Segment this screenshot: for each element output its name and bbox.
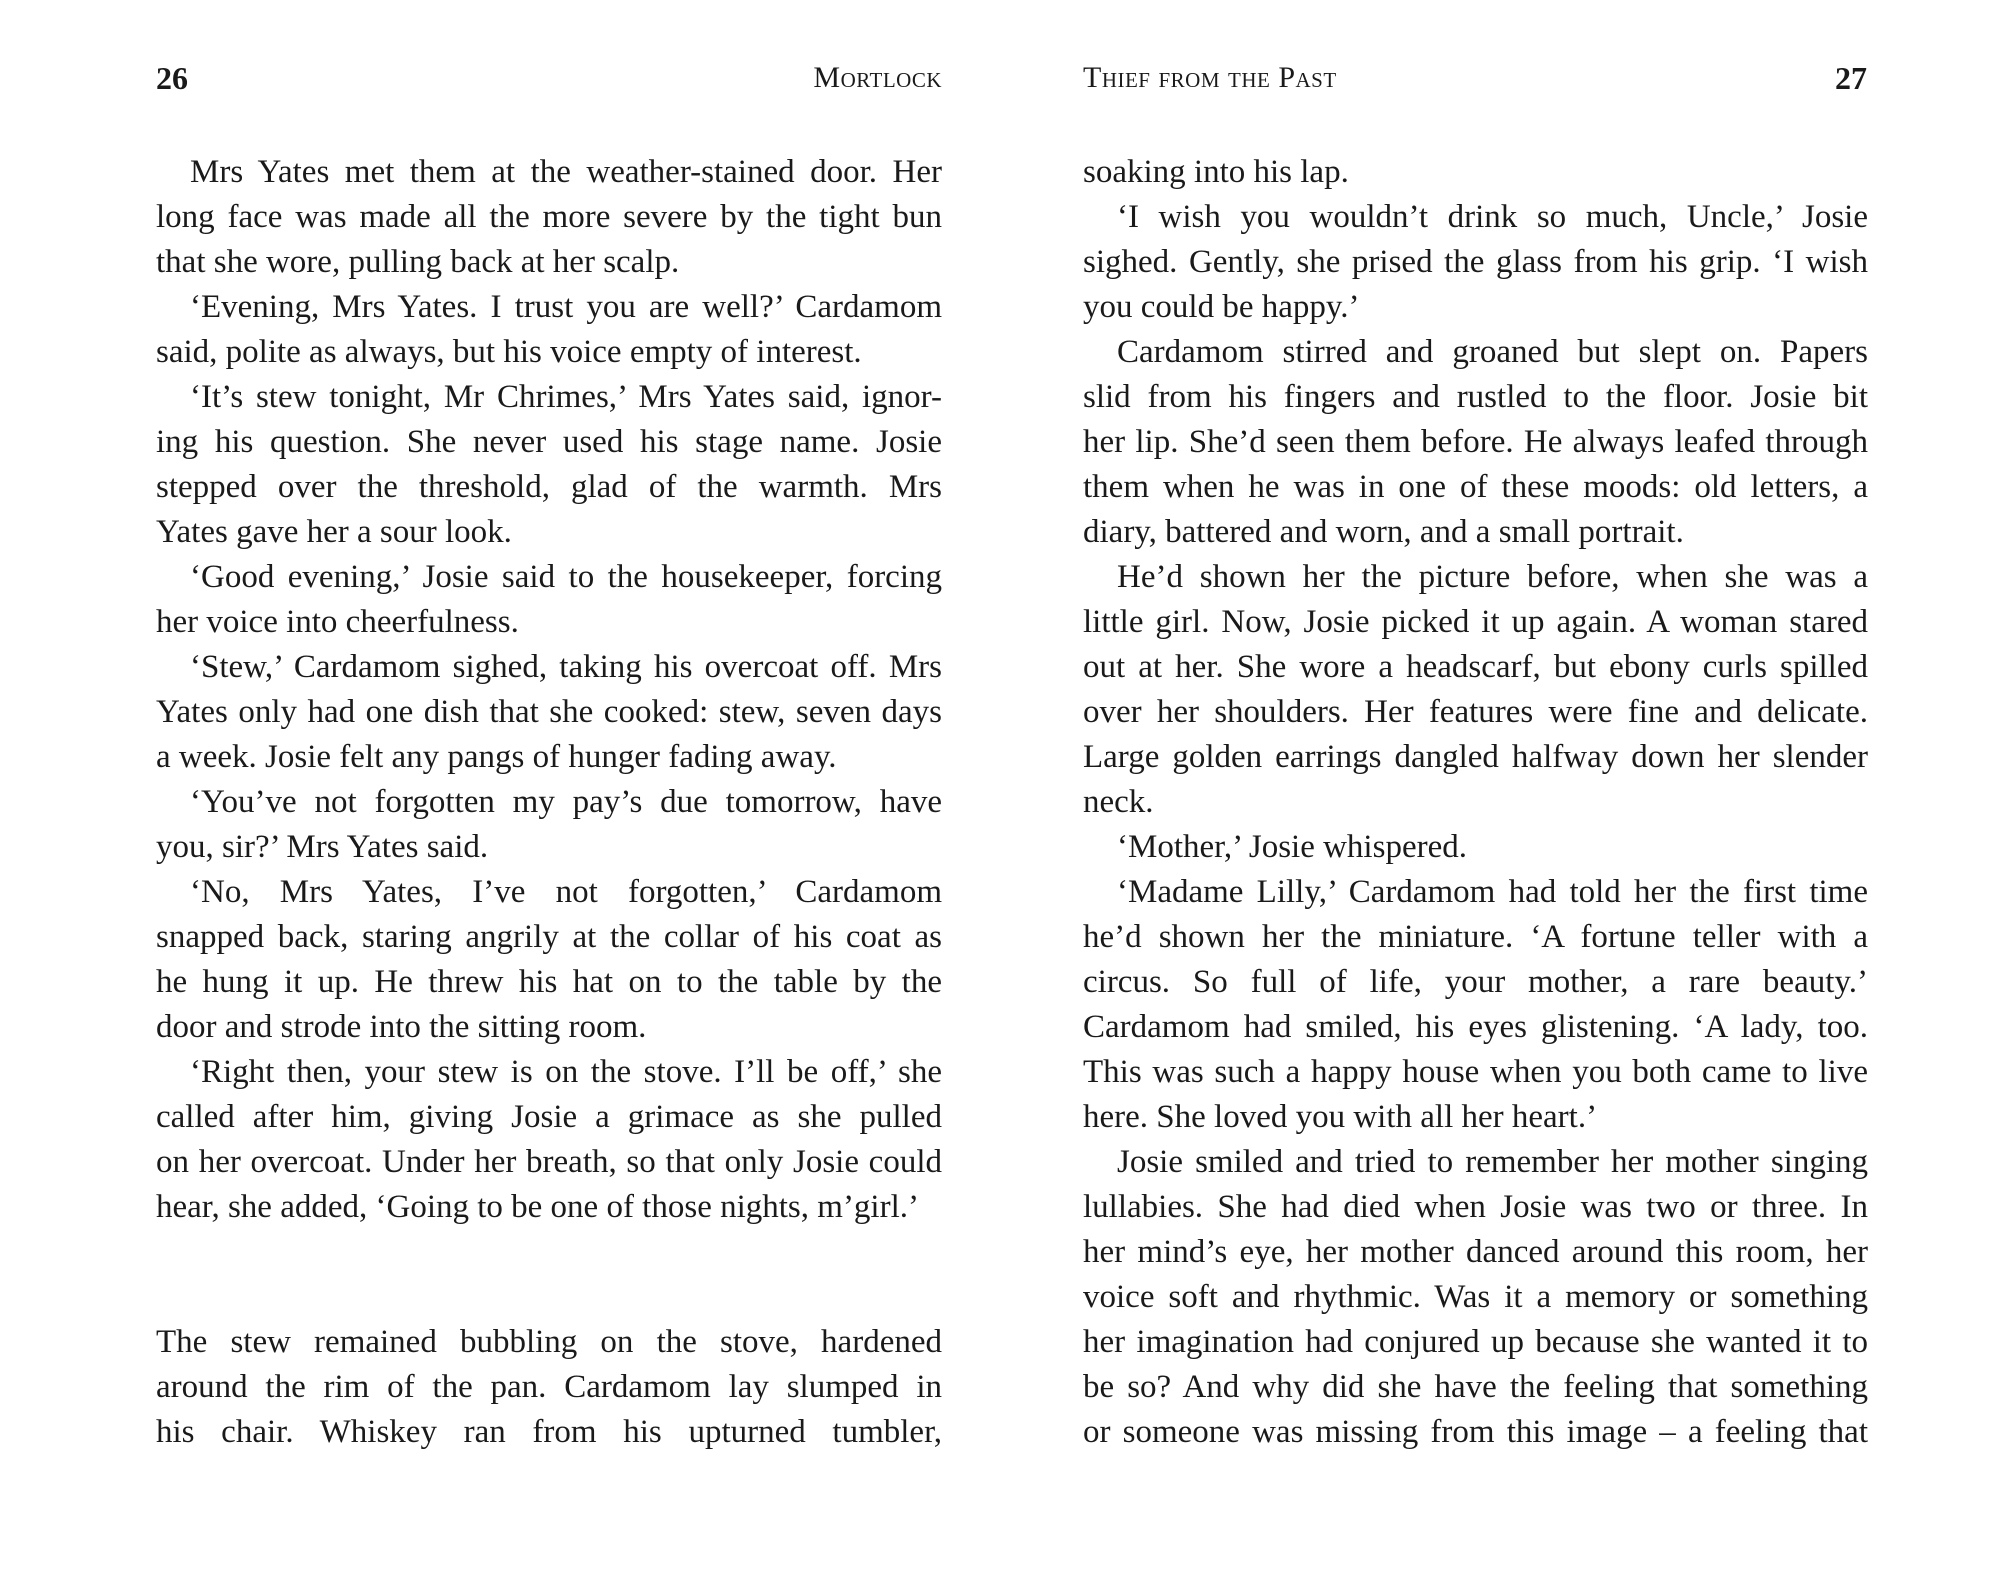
running-head: Thief from the Past bbox=[1083, 61, 1337, 94]
text-line: over her shoulders. Her features were fine and delicate. bbox=[1083, 694, 1868, 730]
text-line: He’d shown her the picture before, when she was a bbox=[1117, 559, 1868, 595]
text-line: her voice into cheerfulness. bbox=[156, 604, 519, 640]
text-line: Josie smiled and tried to remember her mother singing bbox=[1117, 1144, 1868, 1180]
text-line: voice soft and rhythmic. Was it a memory or something bbox=[1083, 1279, 1868, 1315]
text-line: door and strode into the sitting room. bbox=[156, 1009, 647, 1045]
text-line: This was such a happy house when you both came to live bbox=[1083, 1054, 1868, 1090]
text-line: neck. bbox=[1083, 784, 1154, 820]
text-line: ‘Madame Lilly,’ Cardamom had told her the first time bbox=[1117, 874, 1868, 910]
text-line: he hung it up. He threw his hat on to the table by the bbox=[156, 964, 942, 1000]
text-line: slid from his fingers and rustled to the floor. Josie bit bbox=[1083, 379, 1868, 415]
text-line: here. She loved you with all her heart.’ bbox=[1083, 1099, 1598, 1135]
text-line: her mind’s eye, her mother danced around this room, her bbox=[1083, 1234, 1868, 1270]
text-line: ‘You’ve not forgotten my pay’s due tomorrow, have bbox=[190, 784, 942, 820]
text-line: ‘Right then, your stew is on the stove. I’ll be off,’ she bbox=[190, 1054, 942, 1090]
text-line: ‘No, Mrs Yates, I’ve not forgotten,’ Cardamom bbox=[190, 874, 942, 910]
text-line: The stew remained bubbling on the stove, hardened bbox=[156, 1324, 942, 1360]
text-line: Mrs Yates met them at the weather-stained door. Her bbox=[190, 154, 942, 190]
section-break bbox=[156, 1230, 942, 1320]
text-line: you, sir?’ Mrs Yates said. bbox=[156, 829, 489, 865]
text-line: circus. So full of life, your mother, a rare beauty.’ bbox=[1083, 964, 1868, 1000]
body-text bbox=[1083, 150, 1868, 1455]
text-line: his chair. Whiskey ran from his upturned tumbler, bbox=[156, 1414, 942, 1450]
text-line: ‘It’s stew tonight, Mr Chrimes,’ Mrs Yates said, ignor- bbox=[190, 379, 942, 415]
text-line: Yates gave her a sour look. bbox=[156, 514, 512, 550]
text-line: soaking into his lap. bbox=[1083, 154, 1349, 190]
text-line: ‘Mother,’ Josie whispered. bbox=[1117, 829, 1467, 865]
text-line: Cardamom had smiled, his eyes glistening. ‘A lady, too. bbox=[1083, 1009, 1868, 1045]
text-line: called after him, giving Josie a grimace as she pulled bbox=[156, 1099, 942, 1135]
text-line: lullabies. She had died when Josie was two or three. In bbox=[1083, 1189, 1868, 1225]
text-line: ‘Good evening,’ Josie said to the housekeeper, forcing bbox=[190, 559, 942, 595]
text-line: little girl. Now, Josie picked it up again. A woman stared bbox=[1083, 604, 1868, 640]
right-page bbox=[1000, 0, 2000, 1576]
text-line: ‘I wish you wouldn’t drink so much, Uncle,’ Josie bbox=[1117, 199, 1868, 235]
text-line: you could be happy.’ bbox=[1083, 289, 1360, 325]
text-line: ‘Stew,’ Cardamom sighed, taking his overcoat off. Mrs bbox=[190, 649, 942, 685]
text-line: snapped back, staring angrily at the collar of his coat as bbox=[156, 919, 942, 955]
text-line: or someone was missing from this image – a feeling that bbox=[1083, 1414, 1868, 1450]
text-line: ‘Evening, Mrs Yates. I trust you are well?’ Cardamom bbox=[190, 289, 942, 325]
text-line: Yates only had one dish that she cooked: stew, seven days bbox=[156, 694, 942, 730]
text-line: stepped over the threshold, glad of the warmth. Mrs bbox=[156, 469, 942, 505]
page-number: 27 bbox=[1835, 60, 1867, 96]
text-line: Large golden earrings dangled halfway down her slender bbox=[1083, 739, 1868, 775]
running-head: Mortlock bbox=[813, 61, 942, 94]
text-line: on her overcoat. Under her breath, so that only Josie could bbox=[156, 1144, 942, 1180]
page-number: 26 bbox=[156, 60, 188, 96]
text-line: said, polite as always, but his voice empty of interest. bbox=[156, 334, 862, 370]
text-line: that she wore, pulling back at her scalp. bbox=[156, 244, 680, 280]
body-text bbox=[156, 150, 942, 1455]
text-line: long face was made all the more severe by the tight bun bbox=[156, 199, 942, 235]
text-line: around the rim of the pan. Cardamom lay slumped in bbox=[156, 1369, 942, 1405]
text-line: her imagination had conjured up because she wanted it to bbox=[1083, 1324, 1868, 1360]
text-line: ing his question. She never used his stage name. Josie bbox=[156, 424, 942, 460]
text-line: he’d shown her the miniature. ‘A fortune teller with a bbox=[1083, 919, 1868, 955]
text-line: Cardamom stirred and groaned but slept on. Papers bbox=[1117, 334, 1868, 370]
text-line: hear, she added, ‘Going to be one of those nights, m’girl.’ bbox=[156, 1189, 919, 1225]
text-line: out at her. She wore a headscarf, but ebony curls spilled bbox=[1083, 649, 1868, 685]
text-line: them when he was in one of these moods: old letters, a bbox=[1083, 469, 1868, 505]
text-line: a week. Josie felt any pangs of hunger fading away. bbox=[156, 739, 837, 775]
text-line: be so? And why did she have the feeling that something bbox=[1083, 1369, 1868, 1405]
text-line: diary, battered and worn, and a small portrait. bbox=[1083, 514, 1684, 550]
text-line: sighed. Gently, she prised the glass from his grip. ‘I wish bbox=[1083, 244, 1868, 280]
text-line: her lip. She’d seen them before. He always leafed through bbox=[1083, 424, 1868, 460]
